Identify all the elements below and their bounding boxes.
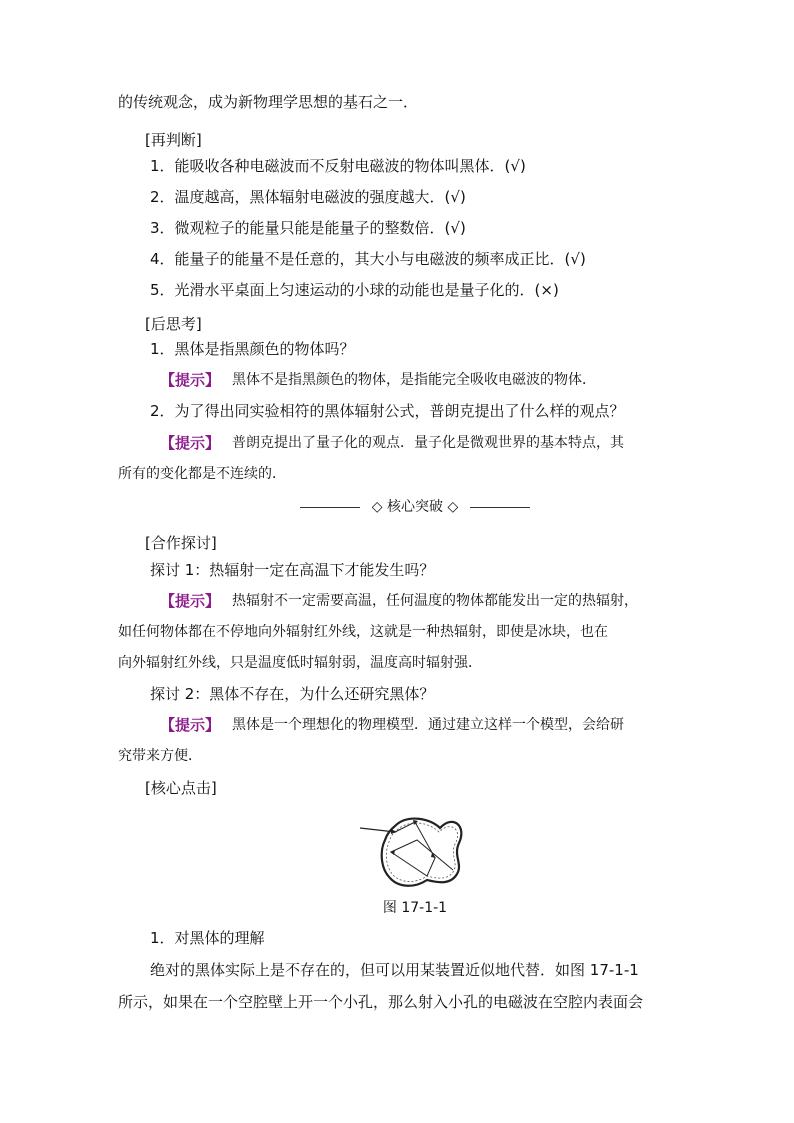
cooperate-answer-2-line-2: 究带来方便． — [118, 748, 202, 764]
point-1-line-1: 绝对的黑体实际上是不存在的，但可以用某装置近似地代替．如图 17-1-1 — [150, 961, 639, 979]
think-after-answer-2-line-2: 所有的变化都是不连续的． — [118, 466, 286, 482]
think-after-heading: [后思考] — [145, 315, 202, 333]
cooperate-heading: [合作探讨] — [145, 534, 217, 552]
divider-line-left — [300, 507, 360, 508]
cooperate-question-1: 探讨 1：热辐射一定在高温下才能发生吗？ — [150, 561, 435, 579]
think-after-answer-2-line-1: 普朗克提出了量子化的观点．量子化是微观世界的基本特点，其 — [232, 435, 624, 451]
cooperate-answer-2-line-1: 黑体是一个理想化的物理模型．通过建立这样一个模型，会给研 — [232, 717, 624, 733]
core-points-heading: [核心点击] — [145, 779, 217, 797]
rejudge-item: 1．能吸收各种电磁波而不反射电磁波的物体叫黑体．(√) — [150, 157, 526, 175]
reflected-ray-path — [391, 822, 453, 876]
section-divider — [300, 497, 530, 517]
blackbody-cavity-figure — [355, 808, 475, 888]
tip-label-text: 【提示】 — [160, 434, 221, 452]
rejudge-item: 3．微观粒子的能量只能是能量子的整数倍．(√) — [150, 219, 466, 237]
cooperate-answer-1-line-2: 如任何物体都在不停地向外辐射红外线，这就是一种热辐射，即使是冰块，也在 — [118, 624, 608, 640]
tip-label-text: 【提示】 — [160, 716, 221, 734]
figure-caption: 图 17-1-1 — [382, 900, 448, 916]
divider-line-right — [470, 507, 530, 508]
think-after-question-1: 1．黑体是指黑颜色的物体吗？ — [150, 340, 355, 358]
section-title: ◇ 核心突破 ◇ — [371, 499, 459, 515]
tip-label — [160, 715, 220, 735]
rejudge-item: 2．温度越高，黑体辐射电磁波的强度越大．(√) — [150, 188, 466, 206]
think-after-answer-1: 黑体不是指黑颜色的物体，是指能完全吸收电磁波的物体． — [232, 372, 596, 388]
rejudge-item: 4．能量子的能量不是任意的，其大小与电磁波的频率成正比．(√) — [150, 250, 586, 268]
point-1-title: 1．对黑体的理解 — [150, 929, 265, 947]
rejudge-item: 5．光滑水平桌面上匀速运动的小球的动能也是量子化的．(×) — [150, 281, 559, 299]
cooperate-answer-1-line-1: 热辐射不一定需要高温，任何温度的物体都能发出一定的热辐射， — [232, 593, 638, 609]
tip-label-text: 【提示】 — [160, 592, 221, 610]
tip-label — [160, 433, 220, 453]
tip-label-text: 【提示】 — [160, 371, 221, 389]
tip-label — [160, 370, 220, 390]
point-1-line-2: 所示，如果在一个空腔壁上开一个小孔，那么射入小孔的电磁波在空腔内表面会 — [118, 993, 644, 1011]
tip-label — [160, 591, 220, 611]
cooperate-question-2: 探讨 2：黑体不存在，为什么还研究黑体？ — [150, 685, 435, 703]
think-after-question-2: 2．为了得出同实验相符的黑体辐射公式，普朗克提出了什么样的观点？ — [150, 402, 625, 420]
intro-tail: 的传统观念，成为新物理学思想的基石之一． — [118, 93, 419, 111]
ray-arrow — [413, 820, 418, 825]
cooperate-answer-1-line-3: 向外辐射红外线，只是温度低时辐射弱，温度高时辐射强． — [118, 655, 482, 671]
rejudge-heading: [再判断] — [145, 131, 202, 149]
